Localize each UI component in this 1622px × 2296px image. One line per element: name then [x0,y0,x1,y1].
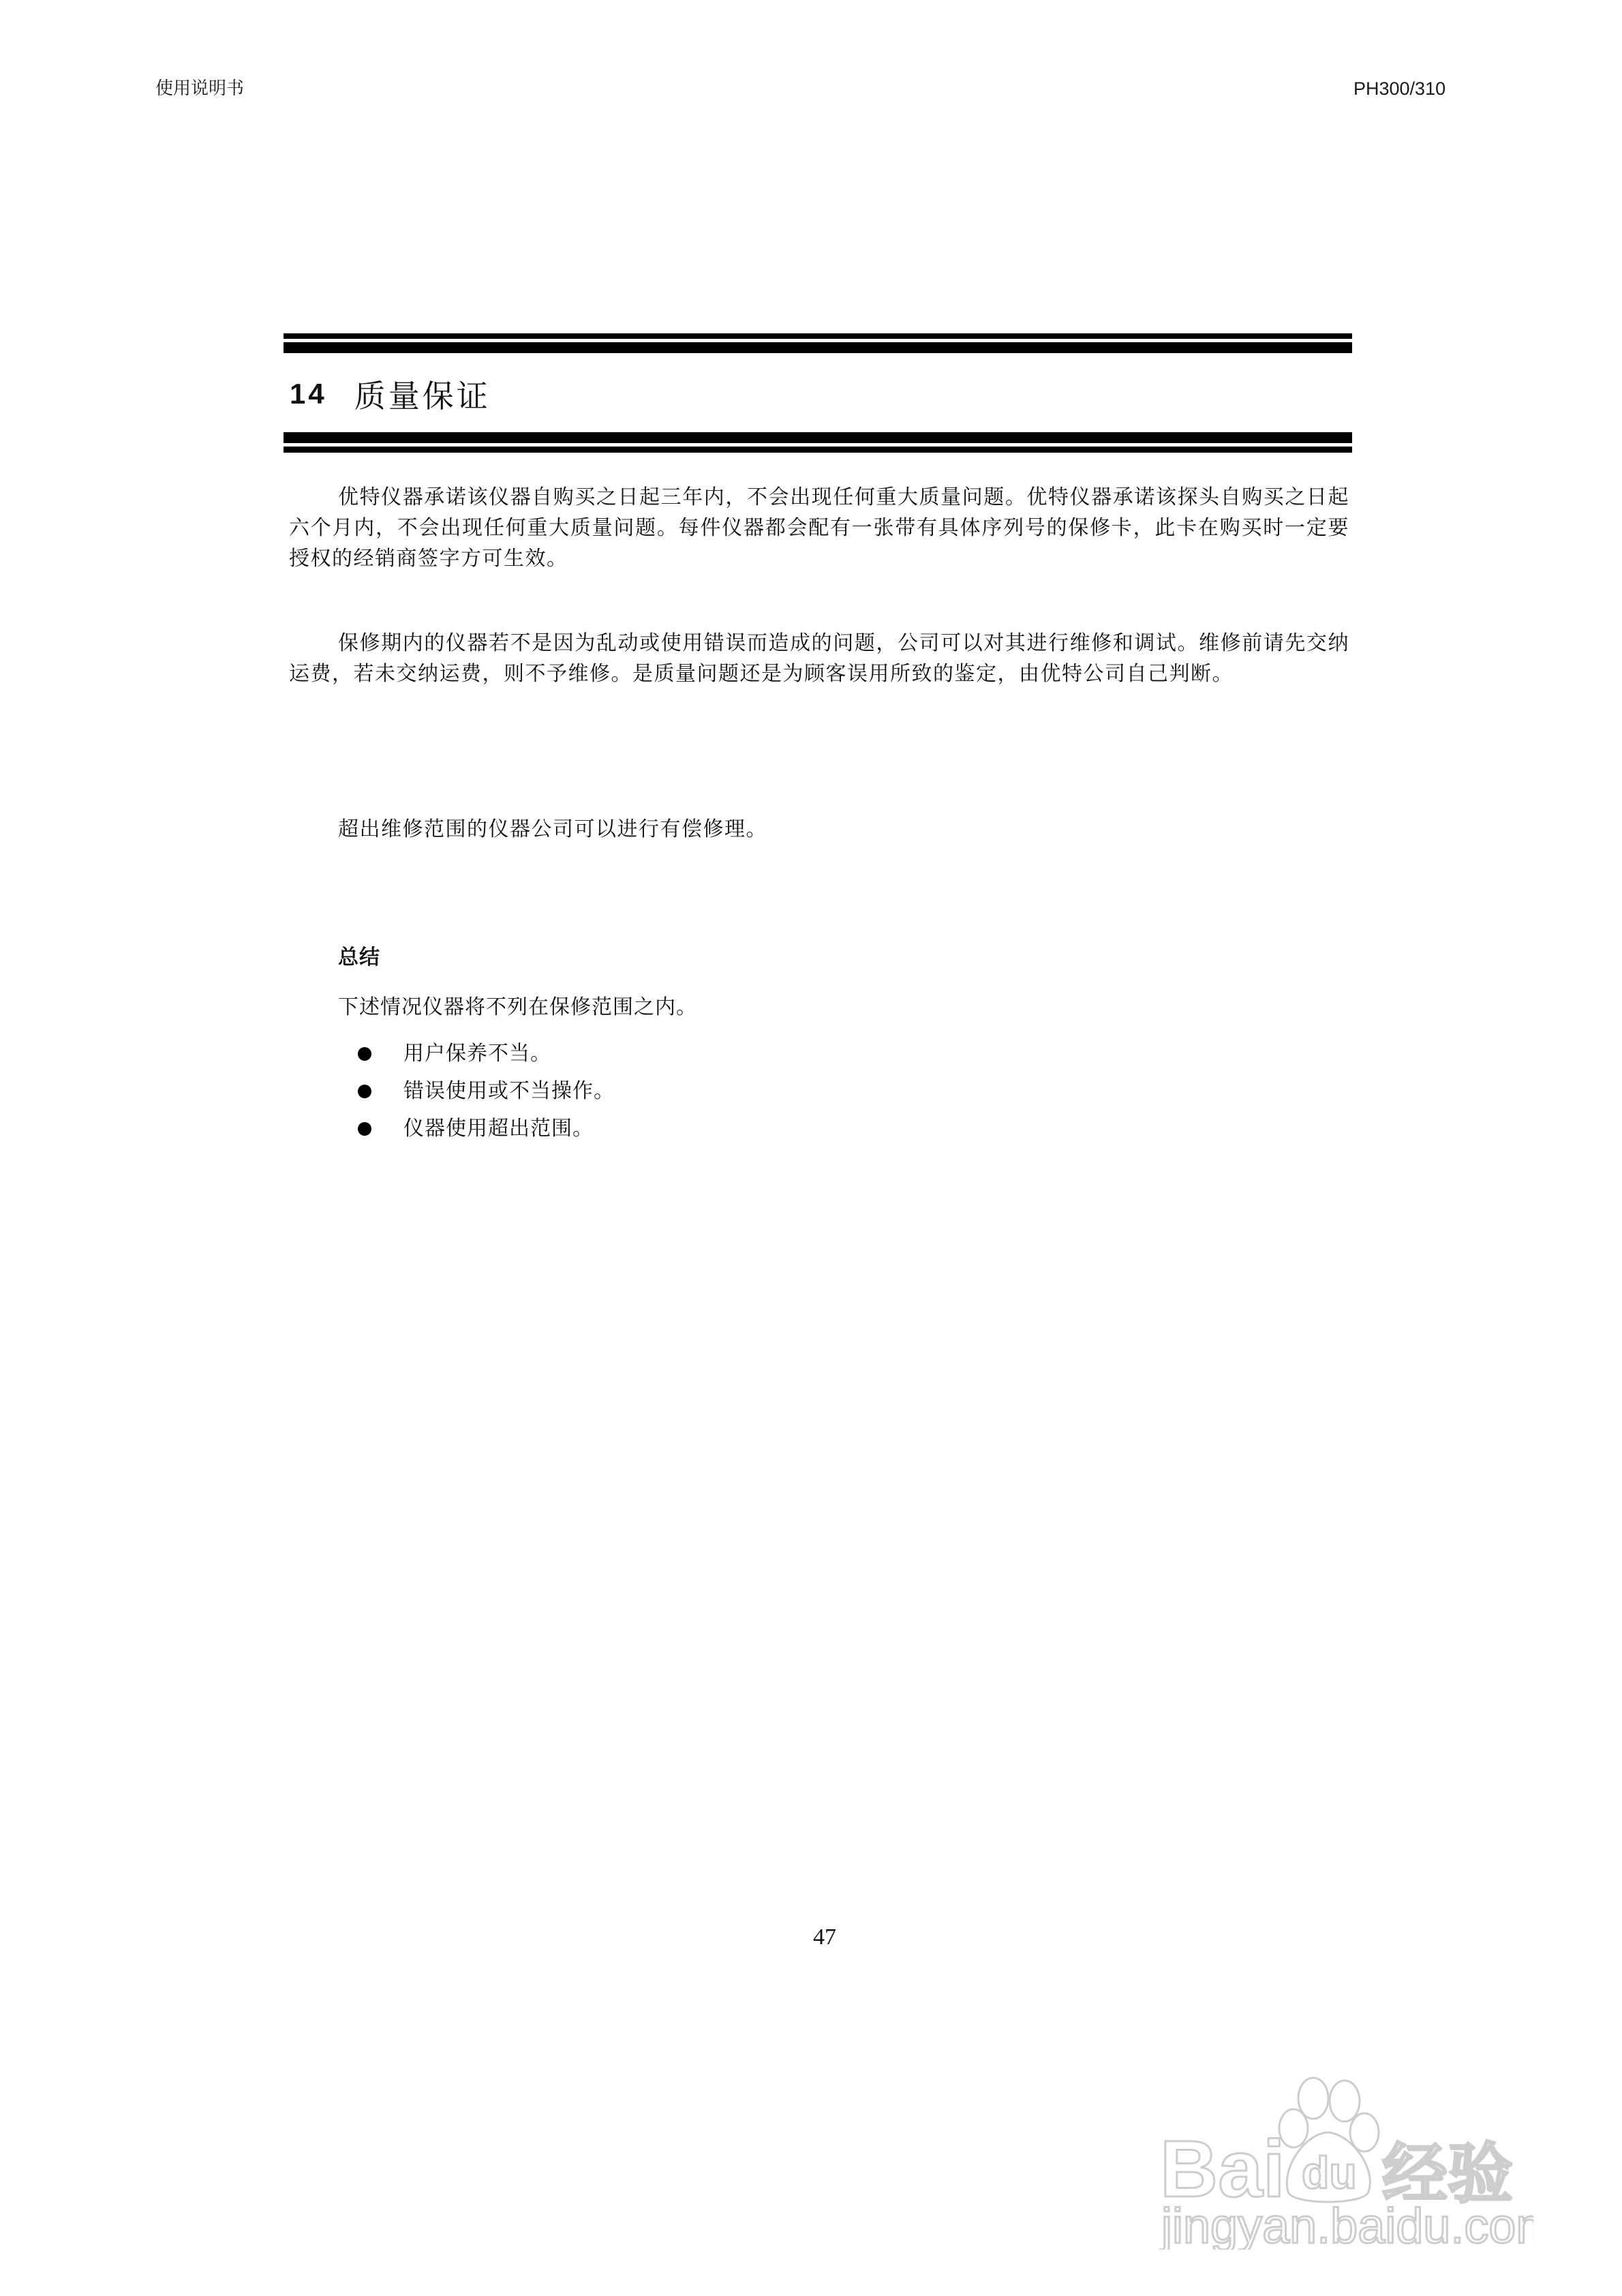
chapter-title [290,374,491,414]
svg-text:du: du [1302,2147,1357,2198]
chapter-number: 14 [290,378,327,410]
list-item-text: 错误使用或不当操作。 [403,1079,615,1103]
paragraph-repair-policy: 保修期内的仪器若不是因为乱动或使用错误而造成的问题，公司可以对其进行维修和调试。维修前请先交纳运费，若未交纳运费，则不予维修。是质量问题还是为顾客误用所致的鉴定，由优特公司自己判断。 [289,631,1349,686]
bottom-thick-rule [284,432,1352,443]
top-thick-rule [284,342,1352,353]
exclusion-list [354,1035,615,1147]
paw-icon [1152,2052,1533,2250]
bottom-thin-rule [284,447,1352,453]
svg-text:Bai: Bai [1160,2124,1285,2214]
svg-text:经验: 经验 [1382,2136,1513,2212]
paragraph-paid-repair: 超出维修范围的仪器公司可以进行有偿修理。 [338,817,767,841]
summary-intro: 下述情况仪器将不列在保修范围之内。 [338,995,697,1019]
bullet-icon [358,1047,371,1061]
page-number: 47 [813,1924,836,1950]
baidu-jingyan-watermark [1152,2052,1533,2250]
list-item-text: 仪器使用超出范围。 [403,1117,594,1141]
bullet-icon [358,1085,371,1098]
summary-heading: 总结 [338,946,380,969]
list-item [354,1110,615,1147]
top-thin-rule [284,333,1352,339]
paragraph-warranty-terms: 优特仪器承诺该仪器自购买之日起三年内，不会出现任何重大质量问题。优特仪器承诺该探头自购买之日起六个月内，不会出现任何重大质量问题。每件仪器都会配有一张带有具体序列号的保修卡，此卡在购买时一定要授权的经销商签字方可生效。 [289,485,1349,571]
list-item [354,1035,615,1072]
running-header-title: 使用说明书 [155,78,245,99]
running-header-model: PH300/310 [1353,78,1446,99]
list-item [354,1072,615,1110]
svg-text:jingyan.baidu.com: jingyan.baidu.com [1161,2199,1533,2250]
chapter-name: 质量保证 [354,378,491,414]
bullet-icon [358,1122,371,1136]
list-item-text: 用户保养不当。 [403,1042,551,1066]
